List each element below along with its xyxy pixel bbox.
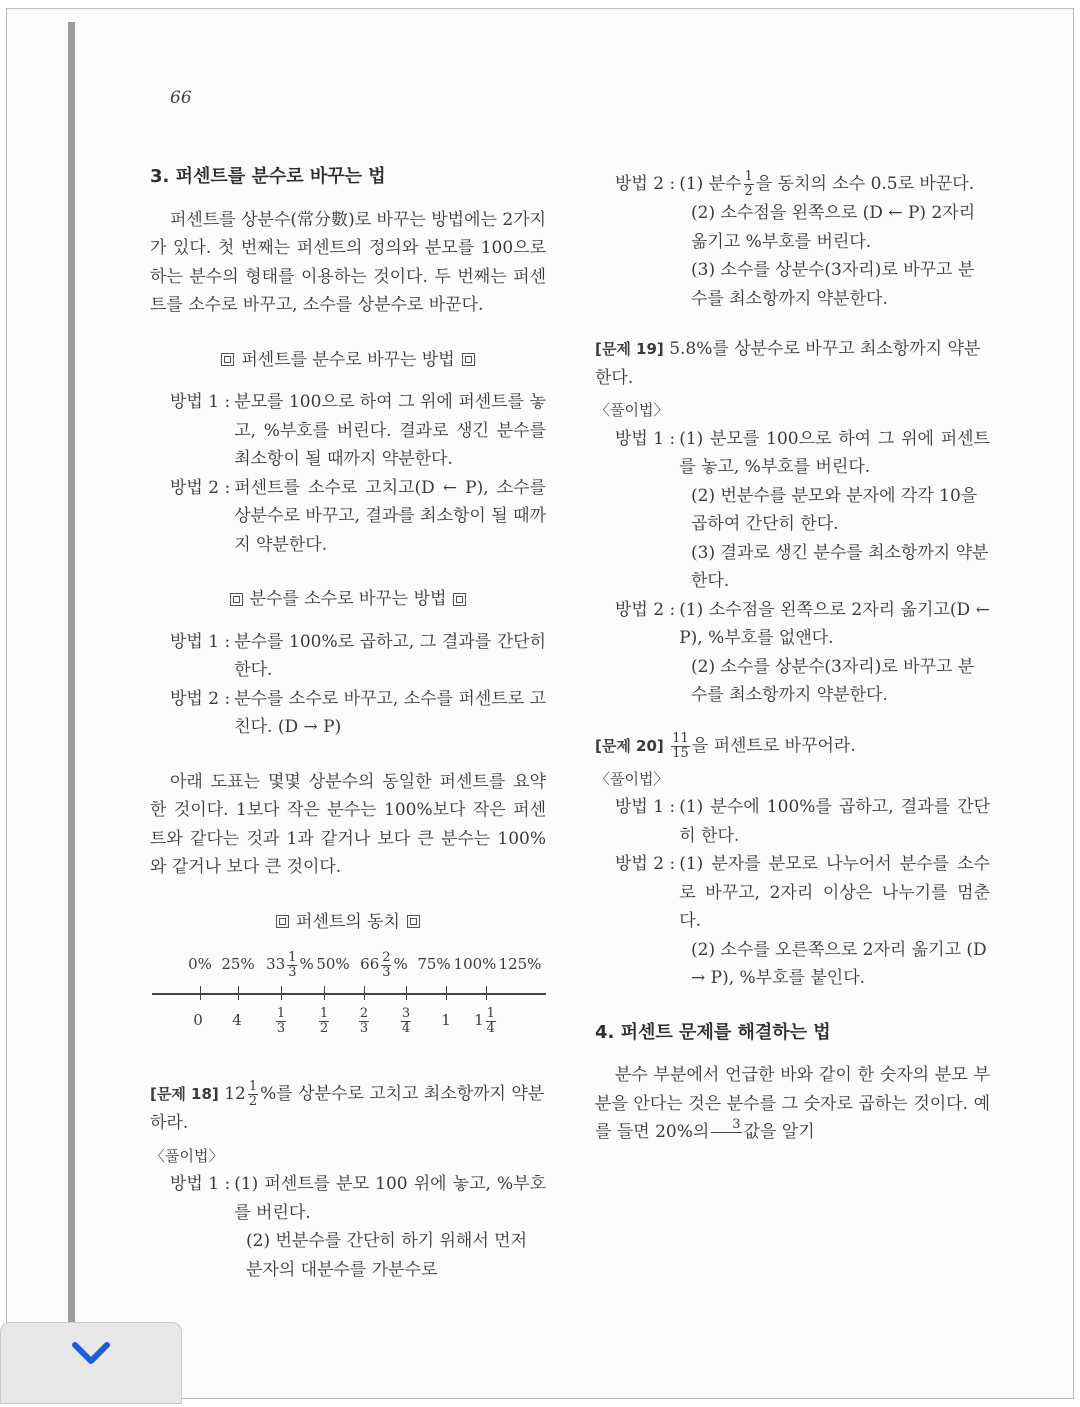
denominator: 2	[319, 1020, 329, 1036]
numerator: 1	[276, 1005, 286, 1021]
scale-bottom-fraction	[399, 1006, 413, 1036]
numerator: 2	[359, 1005, 369, 1021]
denominator: 3	[276, 1020, 286, 1036]
method-label: 방법 1 :	[170, 631, 231, 652]
problem-text: 5.8%를 상분수로 바꾸고 최소항까지 약분한다.	[595, 339, 981, 388]
method-label: 방법 1 :	[170, 392, 231, 412]
solution-label: 〈풀이법〉	[150, 1146, 224, 1165]
scale-top-label: 100%	[453, 955, 497, 973]
numerator: 1	[319, 1005, 329, 1021]
scale-top-label: 25%	[221, 955, 255, 973]
scale-tick	[486, 986, 487, 1000]
method-step: (2) 번분수를 분모와 분자에 각각 10을 곱하여 간단히 한다.	[691, 485, 978, 534]
scale-tick	[364, 986, 365, 1000]
scale-top-label-mixed	[266, 950, 314, 980]
scale-bottom-label: 4	[232, 1011, 242, 1029]
left-column	[150, 163, 546, 1284]
scale-tick	[446, 986, 447, 1000]
section-4-paragraph	[595, 1061, 990, 1147]
method-text: 퍼센트를 소수로 고치고(D ← P), 소수를 상분수로 바꾸고, 결과를 최소항이 될 때까지 약분한다.	[234, 477, 546, 555]
problem-tag: [문제 20]	[595, 736, 664, 755]
scale-top-label: 0%	[188, 955, 212, 973]
numerator: 3	[711, 1118, 741, 1133]
method-step: (2) 소수점을 왼쪽으로 (D ← P) 2자리 옮기고 %부호를 버린다.	[691, 203, 976, 252]
book-spine	[68, 22, 75, 1352]
method-step: (1) 퍼센트를 분모 100 위에 놓고, %부호를 버린다.	[234, 1174, 546, 1223]
percent-sign: %	[299, 955, 314, 973]
fraction	[711, 1118, 741, 1147]
method-step: (2) 소수를 오른쪽으로 2자리 옮기고 (D → P), %부호를 붙인다.	[691, 939, 987, 988]
denominator: 3	[288, 964, 297, 980]
numerator: 1	[288, 949, 297, 965]
method-label: 방법 2 :	[615, 854, 676, 874]
solution-label: 〈풀이법〉	[595, 401, 669, 419]
box-title-percent-to-fraction	[150, 346, 546, 375]
method-text: 분수를 소수로 바꾸고, 소수를 퍼센트로 고친다. (D → P)	[234, 688, 546, 737]
scale-bottom-label: 1	[441, 1011, 451, 1029]
method-step: (2) 소수를 상분수(3자리)로 바꾸고 분수를 최소항까지 약분한다.	[691, 656, 975, 705]
scale-top-label-mixed	[360, 950, 408, 980]
method-text: 분수를 100%로 곱하고, 그 결과를 간단히 한다.	[234, 631, 546, 680]
denominator: 3	[359, 1020, 369, 1036]
square-bullet-icon	[453, 593, 466, 606]
fraction	[248, 1080, 258, 1109]
numerator: 1	[486, 1005, 495, 1021]
fraction	[287, 951, 297, 980]
method-step: (2) 번분수를 간단히 하기 위해서 먼저 분자의 대분수를 가분수로	[246, 1231, 528, 1280]
page-number: 66	[170, 88, 192, 108]
step-text: 을 동치의 소수 0.5로 바꾼다.	[755, 174, 975, 194]
denominator: 15	[672, 745, 689, 761]
summary-paragraph: 아래 도표는 몇몇 상분수의 동일한 퍼센트를 요약한 것이다. 1보다 작은 분수는 100%보다 작은 퍼센트와 같다는 것과 1과 같거나 보다 큰 분수는 100%와 같거나 보다 큰 것이다.	[150, 771, 546, 877]
problem-tag: [문제 18]	[150, 1085, 219, 1103]
method-step: (3) 결과로 생긴 분수를 최소항까지 약분한다.	[691, 542, 989, 591]
scale-whole: 33	[266, 955, 286, 973]
square-bullet-icon	[276, 915, 289, 928]
method-step: (3) 소수를 상분수(3자리)로 바꾸고 분수를 최소항까지 약분한다.	[691, 260, 975, 309]
method-1	[150, 1170, 546, 1227]
paragraph-text: 분수 부분에서 언급한 바와 같이 한 숫자의 분모 부분을 안다는 것은 분수를 그 숫자로 곱하는 것이다. 예를 들면 20%의	[595, 1065, 990, 1142]
method-label: 방법 1 :	[615, 428, 676, 449]
problem-18	[150, 1080, 546, 1138]
fraction	[671, 732, 690, 761]
denominator: 4	[401, 1020, 411, 1036]
denominator: 3	[382, 964, 391, 980]
percent-sign: %	[393, 955, 408, 973]
intro-paragraph: 퍼센트를 상분수(常分數)로 바꾸는 방법에는 2가지가 있다. 첫 번째는 퍼센트의 정의와 분모를 100으로 하는 분수의 형태를 이용하는 것이다. 두 번째는 퍼센트를 소수로 바꾸고, 소수를 상분수로 바꾼다.	[150, 209, 546, 315]
scale-whole: 1	[474, 1011, 484, 1029]
scale-tick	[238, 986, 239, 1000]
box-title-fraction-to-decimal	[150, 585, 546, 614]
right-column	[595, 170, 990, 1147]
method-step	[679, 170, 990, 199]
numerator: 1	[248, 1079, 258, 1094]
scale-top-label: 75%	[417, 955, 451, 973]
scale-whole: 66	[360, 955, 380, 973]
method-2	[595, 850, 990, 936]
square-bullet-icon	[407, 915, 420, 928]
method-step: (1) 분수에 100%를 곱하고, 결과를 간단히 한다.	[679, 797, 990, 846]
fraction	[381, 951, 391, 980]
section-heading-3: 3. 퍼센트를 분수로 바꾸는 법	[150, 166, 386, 187]
numerator: 3	[401, 1005, 411, 1021]
scale-top-label: 50%	[316, 955, 350, 973]
solution-label: 〈풀이법〉	[595, 769, 669, 788]
method-label: 방법 1 :	[615, 797, 676, 817]
method-step: (1) 분모를 100으로 하여 그 위에 퍼센트를 놓고, %부호를 버린다.	[679, 428, 990, 477]
numerator: 2	[382, 949, 391, 965]
method-2	[595, 596, 990, 653]
method-step: (1) 분자를 분모로 나누어서 분수를 소수로 바꾸고, 2자리 이상은 나누기를 멈춘다.	[679, 854, 990, 931]
step-text: (1) 분수	[679, 174, 742, 194]
box-title-text: 퍼센트의 동치	[296, 911, 400, 932]
square-bullet-icon	[462, 353, 475, 366]
method-1	[595, 793, 990, 850]
box-title-equivalents	[150, 908, 546, 937]
chevron-down-icon	[71, 1339, 111, 1369]
problem-text: 을 퍼센트로 바꾸어라.	[691, 735, 856, 756]
problem-20	[595, 732, 990, 761]
paragraph-text: 값을 알기	[743, 1122, 815, 1142]
method-label: 방법 2 :	[170, 688, 231, 709]
scale-bottom-fraction	[317, 1006, 331, 1036]
method-label: 방법 2 :	[615, 599, 676, 620]
square-bullet-icon	[221, 353, 234, 366]
scale-bottom-mixed	[474, 1006, 498, 1036]
scale-bottom-label: 0	[193, 1011, 203, 1029]
percent-equivalence-scale	[150, 950, 546, 1070]
scale-top-label: 125%	[498, 955, 542, 973]
method-1	[150, 388, 546, 474]
method-label: 방법 2 :	[615, 174, 676, 194]
scale-tick	[406, 986, 407, 1000]
scale-bottom-fraction	[357, 1006, 371, 1036]
method-step: (1) 소수점을 왼쪽으로 2자리 옮기고(D ← P), %부호를 없앤다.	[679, 599, 990, 648]
problem-whole: 12	[224, 1084, 246, 1104]
scale-tick	[324, 986, 325, 1000]
box-title-text: 분수를 소수로 바꾸는 방법	[249, 589, 447, 609]
scale-bottom-fraction	[274, 1006, 288, 1036]
denominator	[714, 1133, 738, 1147]
problem-tag: [문제 19]	[595, 340, 664, 358]
method-2	[150, 685, 546, 742]
box-title-text: 퍼센트를 분수로 바꾸는 방법	[241, 349, 455, 370]
section-heading-4: 4. 퍼센트 문제를 해결하는 법	[595, 1021, 831, 1043]
numerator: 1	[744, 169, 753, 184]
denominator: 2	[248, 1094, 258, 1109]
numerator: 11	[672, 730, 689, 746]
denominator: 4	[486, 1020, 495, 1036]
problem-19	[595, 335, 990, 392]
method-1	[150, 628, 546, 685]
method-2	[150, 474, 546, 560]
method-text: 분모를 100으로 하여 그 위에 퍼센트를 놓고, %부호를 버린다. 결과로 생긴 분수를 최소항이 될 때까지 약분한다.	[234, 392, 546, 469]
fraction	[744, 170, 754, 199]
problem-text: %를 상분수로 고치고 최소항까지 약분하라.	[150, 1084, 545, 1133]
scroll-down-button[interactable]	[0, 1322, 182, 1404]
square-bullet-icon	[230, 593, 243, 606]
method-label: 방법 2 :	[170, 477, 231, 498]
method-2	[595, 170, 990, 199]
method-1	[595, 425, 990, 482]
scale-tick	[281, 986, 282, 1000]
scale-tick	[200, 986, 201, 1000]
method-label: 방법 1 :	[170, 1174, 231, 1194]
denominator: 2	[744, 184, 753, 199]
